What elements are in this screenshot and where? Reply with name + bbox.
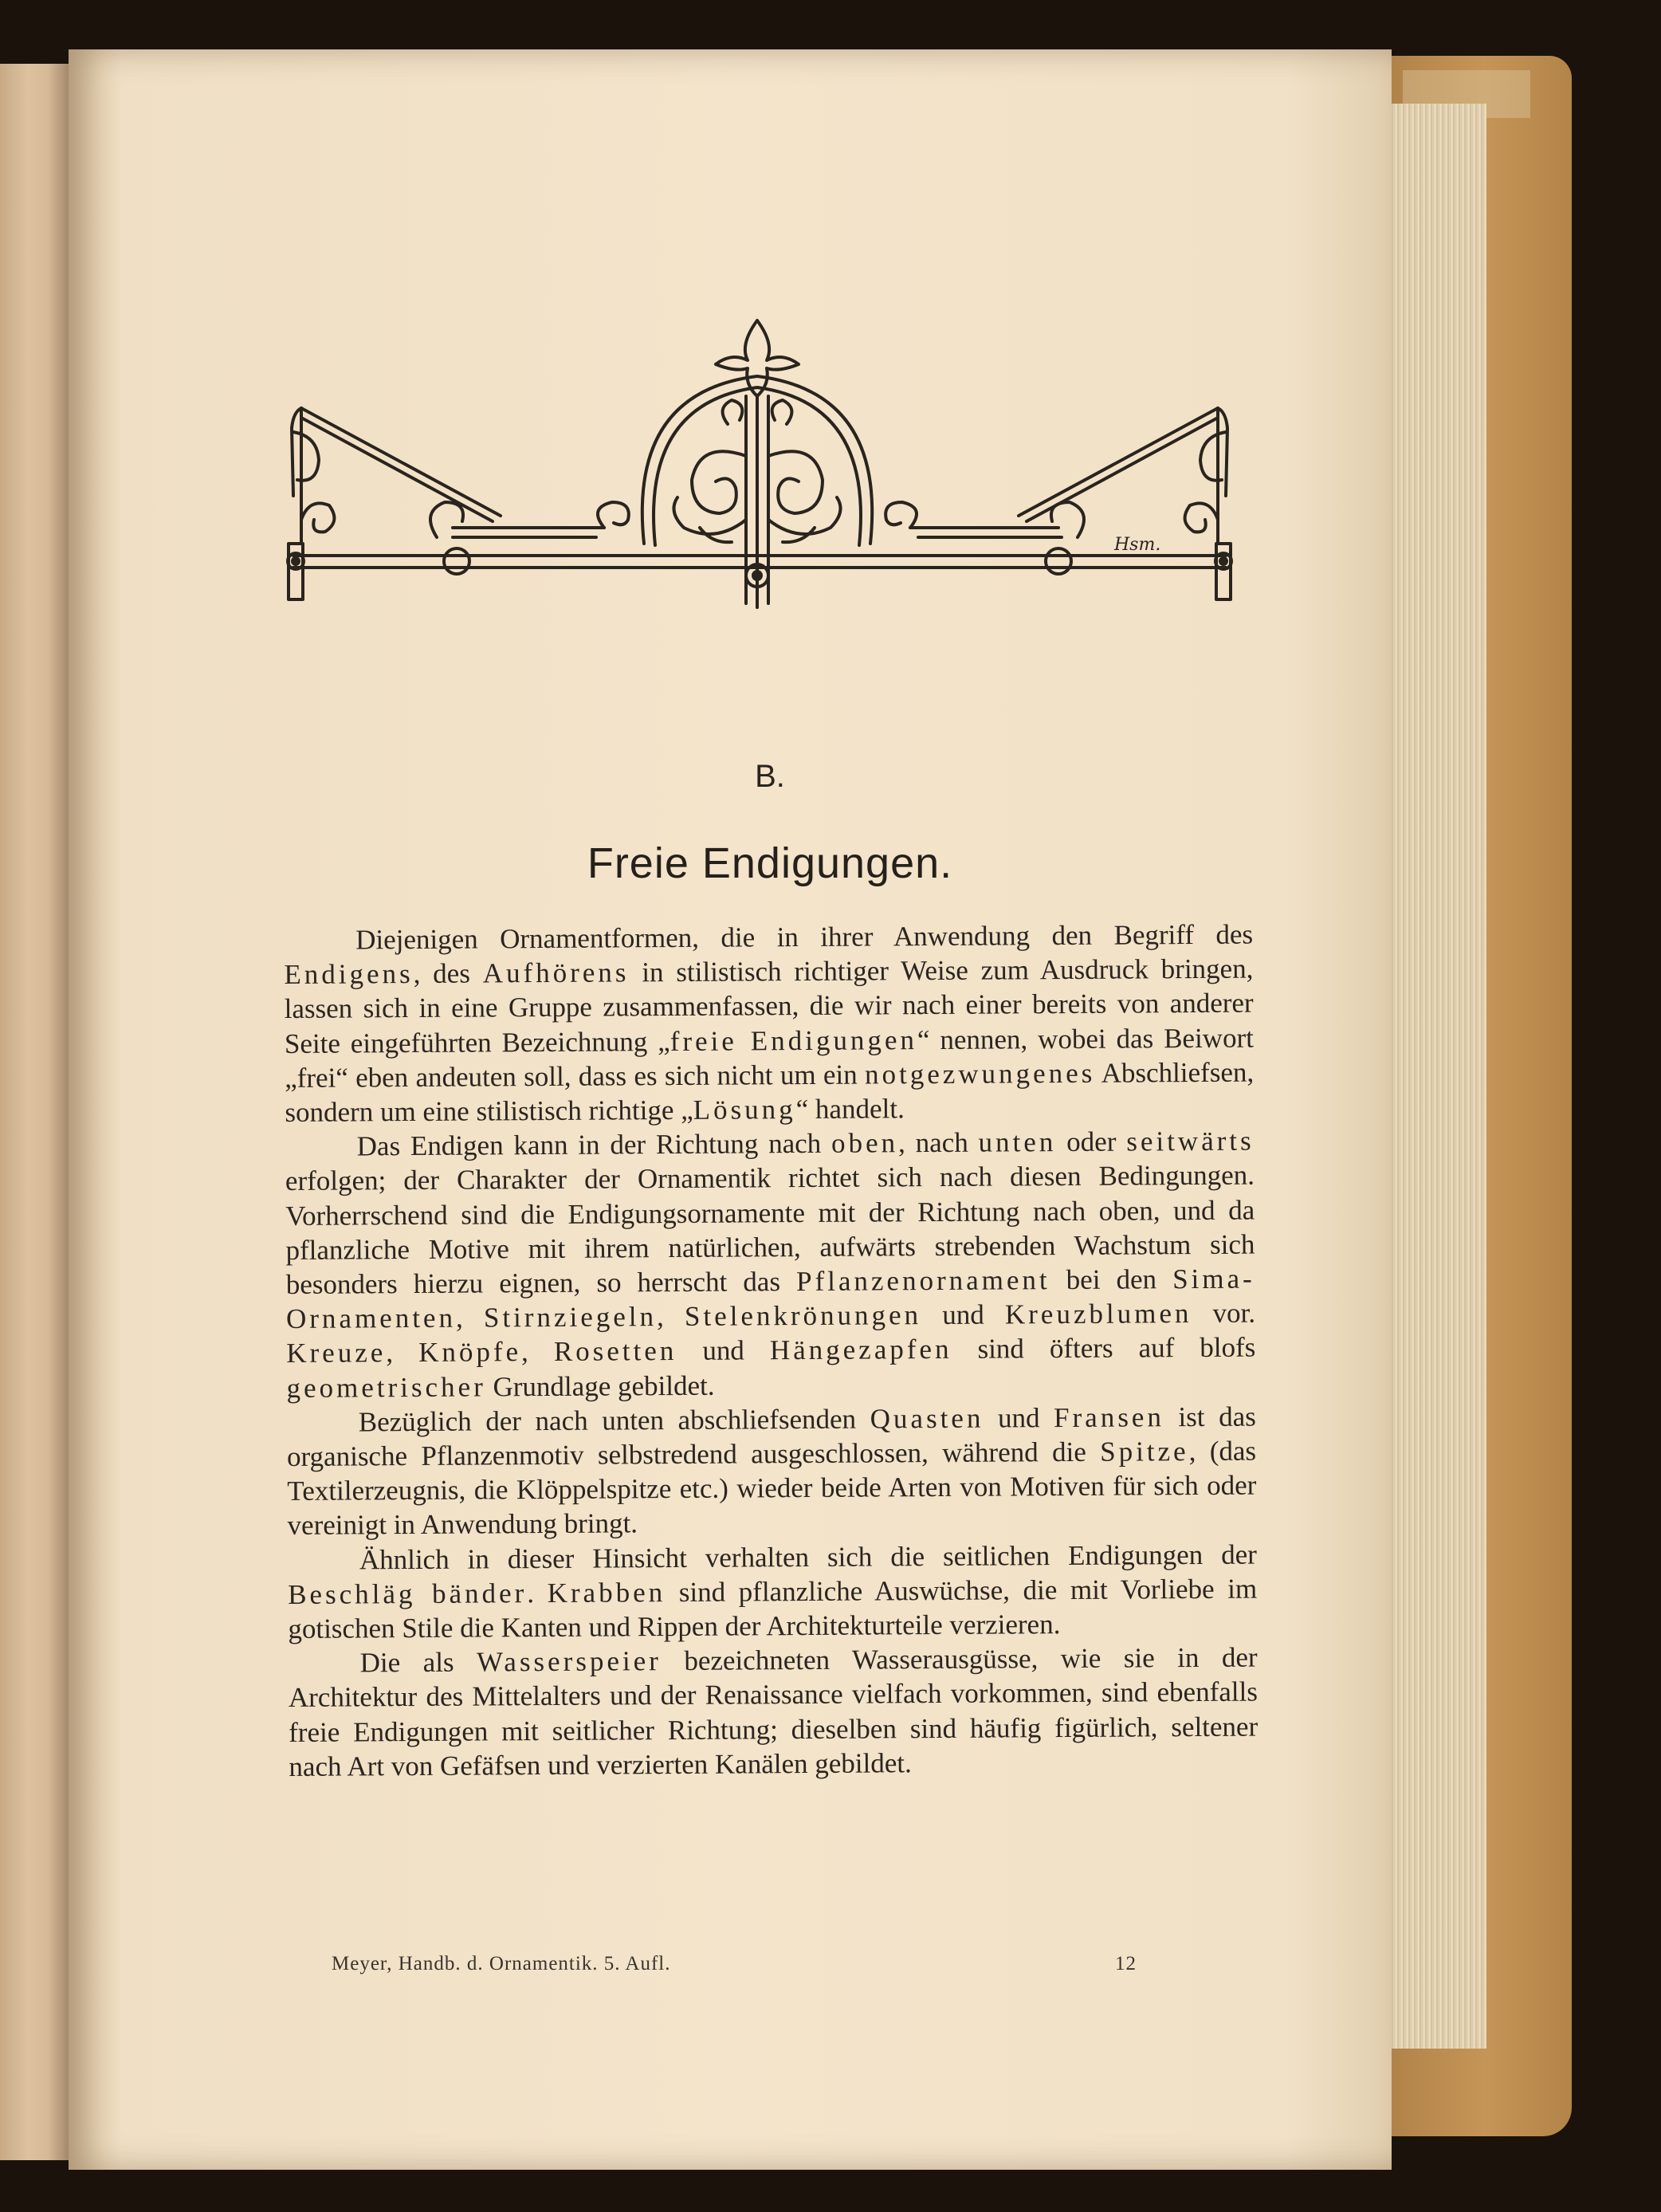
text-run: . xyxy=(527,1577,548,1609)
text-run: “ handelt. xyxy=(795,1093,905,1126)
text-run: und xyxy=(984,1401,1054,1434)
text-run: Ähnlich in dieser Hinsicht verhalten sich die seitlichen Endigungen der xyxy=(359,1538,1257,1576)
paragraph xyxy=(284,917,1255,1130)
page-edges xyxy=(1383,104,1486,2049)
page-number: 12 xyxy=(1115,1953,1137,1974)
page-footer xyxy=(332,1953,1137,1975)
text-run: und xyxy=(921,1299,1006,1331)
ornament-signature: Hsm. xyxy=(1114,535,1161,555)
text-run: , nach xyxy=(897,1126,979,1159)
ironwork-ornament-illustration xyxy=(269,289,1251,623)
emphasized-term: Fransen xyxy=(1053,1401,1165,1433)
emphasized-term: seitwärts xyxy=(1126,1125,1255,1157)
text-run: oder xyxy=(1056,1126,1127,1158)
book-page xyxy=(69,49,1392,2170)
paragraph xyxy=(287,1399,1257,1542)
text-run: , xyxy=(656,1301,685,1333)
text-run: in stilistisch richtiger Weise zum Ausdruck bringen, lassen sich in eine Gruppe zusammenfassen, die wir nach einer bereits von anderer Seite eingeführten Bezeichnung „ xyxy=(284,953,1254,1059)
emphasized-term: Hängezapfen xyxy=(769,1334,952,1366)
emphasized-term: Rosetten xyxy=(553,1335,677,1368)
section-title: Freie Endigungen. xyxy=(587,839,953,887)
text-run: und xyxy=(677,1334,771,1367)
footer-signature-line: Meyer, Handb. d. Ornamentik. 5. Aufl. xyxy=(332,1953,671,1974)
emphasized-term: unten xyxy=(978,1126,1057,1158)
emphasized-term: Pflanzenornament xyxy=(795,1264,1050,1298)
text-run: vor. xyxy=(1192,1297,1256,1330)
text-run: sind pflanzliche Auswüchse, die mit Vorliebe im gotischen Stile die Kanten und Rippen der Architekturteile verzieren. xyxy=(288,1573,1258,1645)
body-text xyxy=(284,917,1259,1784)
paragraph xyxy=(285,1124,1256,1405)
emphasized-term: Kreuze xyxy=(286,1337,387,1369)
emphasized-term: Wasserspeier xyxy=(476,1645,662,1678)
emphasized-term: Quasten xyxy=(870,1402,984,1435)
text-run: , des xyxy=(413,957,483,990)
text-run: Diejenigen Ornamentformen, die in ihrer Anwendung den Begriff des xyxy=(355,918,1254,956)
emphasized-term: notgezwungenes xyxy=(864,1057,1096,1090)
emphasized-term: Knöpfe xyxy=(418,1336,522,1369)
text-run: erfolgen; der Charakter der Ornamentik richtet sich nach diesen Bedingungen. Vorherrschend sind die Endigungsornamente mit der Richtung nach oben, und da pflanzliche Motive mit ihrem natürlichen, aufwärts strebenden Wachstum sich besonders hierzu eignen, so herrscht das xyxy=(285,1159,1255,1301)
emphasized-term: Kreuzblumen xyxy=(1004,1298,1192,1330)
text-run: bei den xyxy=(1050,1263,1173,1296)
text-run: , (das Textilerzeugnis, die Klöppelspitze etc.) wieder beide Arten von Motiven für sich oder vereinigt in Anwendung bringt. xyxy=(287,1435,1257,1542)
emphasized-term: Stelenkrönungen xyxy=(684,1299,922,1333)
text-run: , xyxy=(386,1337,419,1369)
emphasized-term: Sima-Ornamenten xyxy=(285,1263,1255,1335)
paragraph xyxy=(289,1640,1259,1784)
emphasized-term: Spitze xyxy=(1100,1436,1189,1467)
text-run: Das Endigen kann in der Richtung nach xyxy=(356,1128,832,1162)
section-letter: B. xyxy=(755,759,785,794)
emphasized-term: Stirnziegeln xyxy=(483,1301,658,1334)
emphasized-term: Lösung xyxy=(693,1094,796,1126)
emphasized-term: Beschläg bänder xyxy=(288,1577,528,1610)
emphasized-term: Krabben xyxy=(547,1576,666,1609)
text-run: Grundlage gebildet. xyxy=(485,1369,715,1403)
text-run: Die als xyxy=(359,1646,477,1679)
text-run: “ nennen, wobei das Beiwort „frei“ eben andeuten soll, dass es sich nicht um ein xyxy=(285,1022,1255,1094)
emphasized-term: oben xyxy=(830,1127,899,1160)
text-run: , xyxy=(455,1302,485,1334)
text-run: bezeichneten Wasserausgüsse, wie sie in der Architektur des Mittelalters und der Renaissance vielfach vorkommen, sind ebenfalls freie Endigungen mit seitlicher Richtung; dieselben sind häufig figürlich, seltener nach Art von Gefäfsen und verzierten Kanälen gebildet. xyxy=(288,1641,1259,1782)
text-run: Bezüglich der nach unten abschliefsenden xyxy=(358,1403,870,1438)
emphasized-term: Aufhörens xyxy=(482,957,630,989)
text-run: ist das organische Pflanzenmotiv selbstredend ausgeschlossen, während die xyxy=(286,1401,1256,1473)
text-run: sind öfters auf blofs xyxy=(952,1331,1256,1365)
text-run: Abschliefsen, sondern um eine stilistisch richtige „ xyxy=(285,1056,1255,1129)
paragraph xyxy=(288,1537,1258,1646)
emphasized-term: Endigens xyxy=(284,958,414,991)
text-run: , xyxy=(520,1336,554,1368)
emphasized-term: geometrischer xyxy=(286,1371,486,1404)
emphasized-term: freie Endigungen xyxy=(670,1023,918,1057)
